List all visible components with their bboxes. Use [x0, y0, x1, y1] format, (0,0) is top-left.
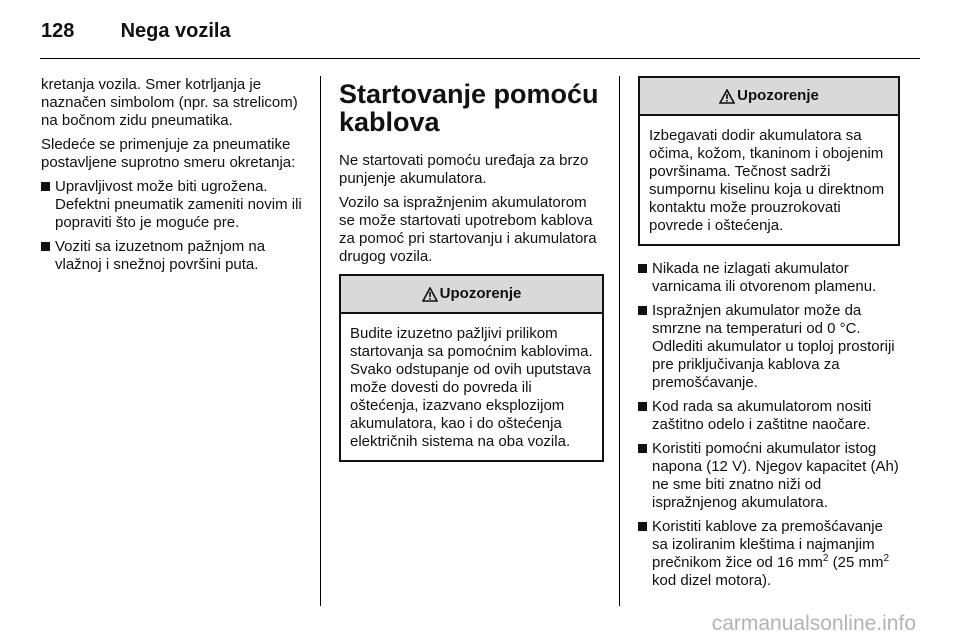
square-bullet-icon: [41, 182, 50, 191]
warning-title: Upozorenje: [439, 285, 522, 302]
list-item: Voziti sa izuzetnom pažnjom na vlažnoj i snežnoj površini puta.: [41, 238, 311, 274]
paragraph: kretanja vozila. Smer kotrljanja je naznačen simbolom (npr. sa strelicom) na bočnom zidu pneumatika.: [41, 76, 298, 129]
list-item: Ispražnjen akumulator može da smrzne na temperaturi od 0 °C. Odlediti akumulator u toploj prostoriji pre priključivanja kablova za premošćavanje.: [638, 302, 900, 392]
page-number: 128: [41, 20, 75, 42]
bullet-list: [41, 178, 311, 274]
square-bullet-icon: [41, 242, 50, 251]
square-bullet-icon: [638, 444, 647, 453]
section-heading: Startovanje pomoću kablova: [339, 79, 599, 137]
column-2: [339, 76, 604, 476]
warning-header: [341, 276, 602, 314]
square-bullet-icon: [638, 522, 647, 531]
list-item: Kod rada sa akumulatorom nositi zaštitno odelo i zaštitne naočare.: [638, 398, 900, 434]
paragraph: Vozilo sa ispražnjenim akumulatorom se može startovati upotrebom kablova za pomoć pri startovanju i akumulatora drugog vozila.: [339, 194, 597, 265]
list-item: Upravljivost može biti ugrožena. Defektni pneumatik zameniti novim ili popraviti što je moguće pre.: [41, 178, 311, 232]
list-item: Nikada ne izlagati akumulator varnicama ili otvorenom plamenu.: [638, 260, 900, 296]
square-bullet-icon: [638, 402, 647, 411]
watermark-text: carmanualsonline.info: [711, 612, 916, 635]
column-divider-2: [619, 76, 620, 606]
warning-header: [640, 78, 898, 116]
warning-triangle-icon: [422, 287, 438, 302]
header-rule: [40, 58, 920, 59]
warning-text: Izbegavati dodir akumulatora sa očima, kožom, tkaninom i obojenim površinama. Tečnost sadrži sumpornu kiselinu koja u direktnom kontaktu može prouzrokovati povrede i oštećenja.: [649, 127, 885, 234]
column-divider-1: [320, 76, 321, 606]
square-bullet-icon: [638, 264, 647, 273]
paragraph: Sledeće se primenjuje za pneumatike postavljene suprotno smeru okretanja:: [41, 136, 296, 171]
page-header: [41, 20, 231, 43]
list-item: Koristiti kablove za premošćavanje sa izoliranim kleštima i najmanjim prečnikom žice od 16 $mm^2$ (25 $mm^2$ kod dizel motora).: [638, 518, 900, 590]
warning-body: [640, 116, 898, 244]
warning-text: Budite izuzetno pažljivi prilikom startovanja sa pomoćnim kablovima. Svako odstupanje od ovih uputstava može dovesti do povreda ili oštećenja, izazvano eksplozijom akumulatora, kao i do oštećenja električnih sistema na oba vozila.: [350, 325, 593, 450]
warning-title: Upozorenje: [737, 87, 819, 104]
bullet-list: [638, 260, 900, 590]
square-bullet-icon: [638, 306, 647, 315]
column-3: [638, 76, 900, 596]
warning-box: [638, 76, 900, 246]
warning-triangle-icon: [719, 89, 735, 104]
warning-body: [341, 314, 602, 460]
list-item: Koristiti pomoćni akumulator istog napona (12 V). Njegov kapacitet (Ah) ne sme biti znatno niži od ispražnjenog akumulatora.: [638, 440, 900, 512]
column-1: [41, 76, 311, 280]
paragraph: Ne startovati pomoću uređaja za brzo punjenje akumulatora.: [339, 152, 589, 187]
page-title: Nega vozila: [120, 20, 231, 42]
warning-box: [339, 274, 604, 462]
